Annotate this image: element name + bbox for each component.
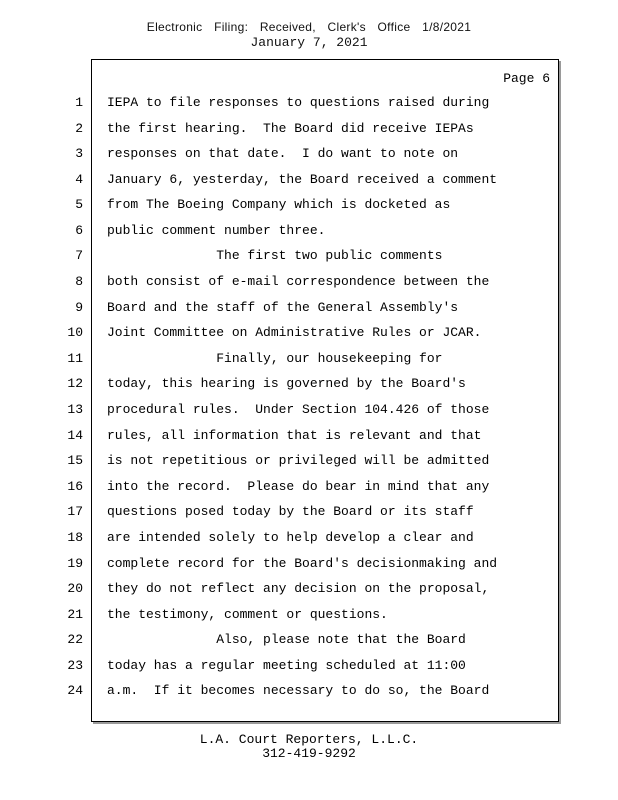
line-number: 13 — [67, 402, 83, 417]
transcript-line: Finally, our housekeeping for — [107, 351, 443, 366]
line-number: 14 — [67, 428, 83, 443]
transcript-line: responses on that date. I do want to note on — [107, 146, 459, 161]
line-number: 1 — [75, 95, 83, 110]
line-number: 21 — [67, 607, 83, 622]
page-number: Page 6 — [503, 71, 550, 86]
transcript-line: into the record. Please do bear in mind that any — [107, 479, 490, 494]
transcript-line: rules, all information that is relevant and that — [107, 428, 482, 443]
transcript-line: complete record for the Board's decisionmaking and — [107, 556, 498, 571]
transcript-line: a.m. If it becomes necessary to do so, the Board — [107, 683, 490, 698]
line-number: 22 — [67, 632, 83, 647]
line-number: 5 — [75, 197, 83, 212]
line-number: 16 — [67, 479, 83, 494]
line-number: 4 — [75, 172, 83, 187]
line-number: 24 — [67, 683, 83, 698]
line-number: 8 — [75, 274, 83, 289]
line-number: 2 — [75, 121, 83, 136]
line-number: 11 — [67, 351, 83, 366]
transcript-line: today has a regular meeting scheduled at 11:00 — [107, 658, 466, 673]
transcript-line: Also, please note that the Board — [107, 632, 466, 647]
line-number: 12 — [67, 376, 83, 391]
line-number: 15 — [67, 453, 83, 468]
transcript-line: procedural rules. Under Section 104.426 of those — [107, 402, 490, 417]
transcript-line: IEPA to file responses to questions raised during — [107, 95, 490, 110]
transcript-line: Joint Committee on Administrative Rules or JCAR. — [107, 325, 482, 340]
line-number: 17 — [67, 504, 83, 519]
transcript-line: January 6, yesterday, the Board received a comment — [107, 172, 498, 187]
transcript-line: today, this hearing is governed by the Board's — [107, 376, 466, 391]
court-reporter-name: L.A. Court Reporters, L.L.C. — [199, 732, 419, 747]
line-number: 18 — [67, 530, 83, 545]
transcript-line: The first two public comments — [107, 248, 443, 263]
transcript-line: Board and the staff of the General Assembly's — [107, 300, 459, 315]
line-number: 9 — [75, 300, 83, 315]
transcript-line: are intended solely to help develop a clear and — [107, 530, 474, 545]
line-number: 23 — [67, 658, 83, 673]
transcript-date: January 7, 2021 — [250, 35, 368, 50]
transcript-line: is not repetitious or privileged will be admitted — [107, 453, 490, 468]
transcript-line: questions posed today by the Board or its staff — [107, 504, 474, 519]
line-number: 10 — [67, 325, 83, 340]
line-number: 19 — [67, 556, 83, 571]
line-number: 7 — [75, 248, 83, 263]
transcript-line: from The Boeing Company which is docketed as — [107, 197, 451, 212]
transcript-line: public comment number three. — [107, 223, 326, 238]
court-reporter-phone: 312-419-9292 — [262, 746, 356, 761]
filing-stamp: Electronic Filing: Received, Clerk's Office 1/8/2021 — [146, 20, 472, 34]
transcript-line: both consist of e-mail correspondence between the — [107, 274, 490, 289]
line-number: 6 — [75, 223, 83, 238]
transcript-line: the testimony, comment or questions. — [107, 607, 388, 622]
line-number: 20 — [67, 581, 83, 596]
transcript-line: they do not reflect any decision on the proposal, — [107, 581, 490, 596]
transcript-line: the first hearing. The Board did receive IEPAs — [107, 121, 474, 136]
line-number: 3 — [75, 146, 83, 161]
